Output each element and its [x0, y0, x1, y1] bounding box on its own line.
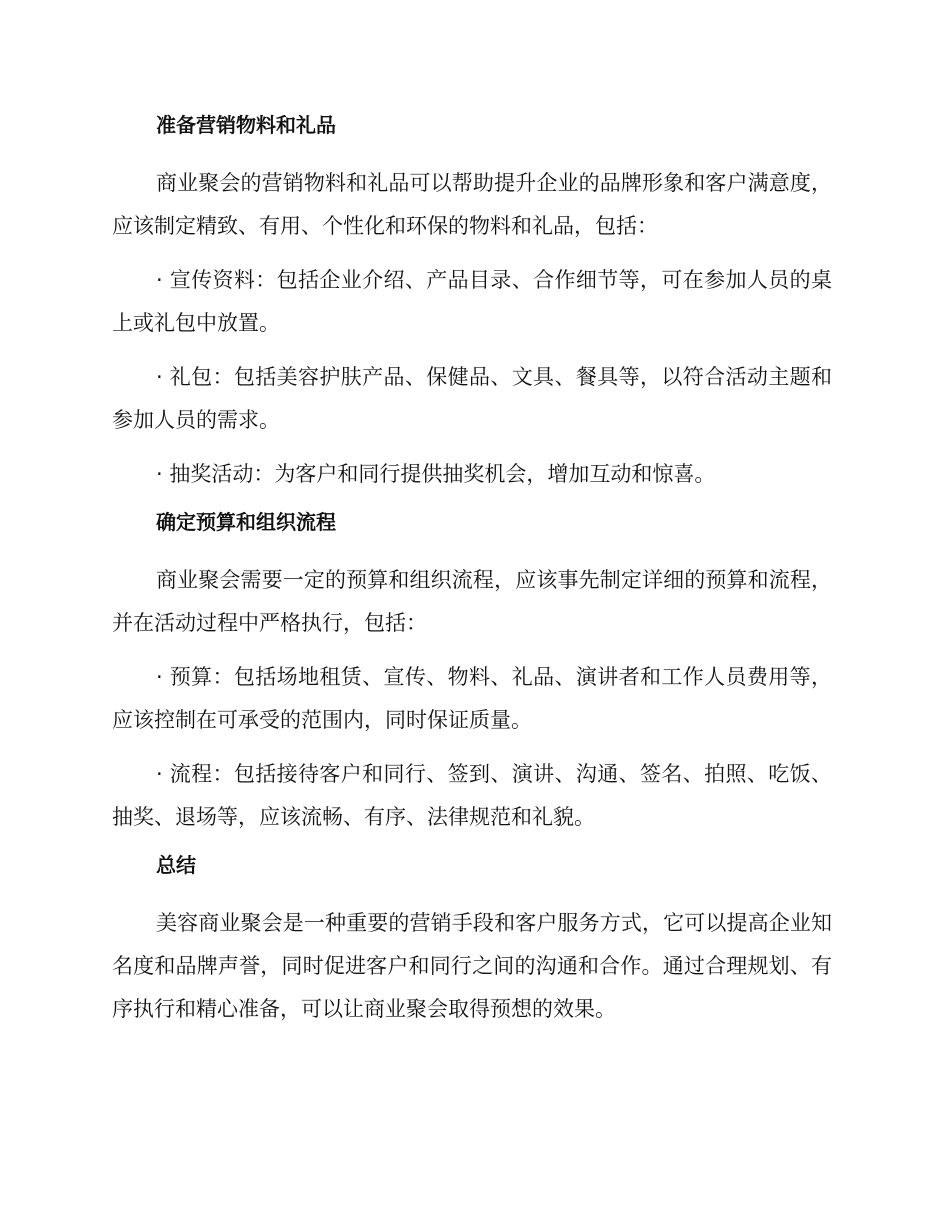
body-paragraph: 商业聚会需要一定的预算和组织流程，应该事先制定详细的预算和流程，并在活动过程中严格执行，包括： — [112, 568, 832, 635]
bullet-paragraph: · 流程：包括接待客户和同行、签到、演讲、沟通、签名、拍照、吃饭、抽奖、退场等，应该流畅、有序、法律规范和礼貌。 — [112, 762, 832, 829]
bullet-paragraph: · 礼包：包括美容护肤产品、保健品、文具、餐具等，以符合活动主题和参加人员的需求。 — [112, 365, 832, 432]
section-heading: 准备营销物料和礼品 — [156, 113, 336, 137]
bullet-paragraph: · 抽奖活动：为客户和同行提供抽奖机会，增加互动和惊喜。 — [156, 462, 716, 486]
document-content — [112, 110, 832, 1042]
section-heading: 确定预算和组织流程 — [156, 510, 336, 534]
bullet-paragraph: · 预算：包括场地租赁、宣传、物料、礼品、演讲者和工作人员费用等，应该控制在可承受的范围内，同时保证质量。 — [112, 665, 832, 732]
section-heading: 总结 — [156, 853, 196, 877]
body-paragraph: 美容商业聚会是一种重要的营销手段和客户服务方式，它可以提高企业知名度和品牌声誉，同时促进客户和同行之间的沟通和合作。通过合理规划、有序执行和精心准备，可以让商业聚会取得预想的效果。 — [112, 911, 832, 1021]
body-paragraph: 商业聚会的营销物料和礼品可以帮助提升企业的品牌形象和客户满意度，应该制定精致、有用、个性化和环保的物料和礼品，包括： — [112, 171, 832, 238]
bullet-paragraph: · 宣传资料：包括企业介绍、产品目录、合作细节等，可在参加人员的桌上或礼包中放置。 — [112, 268, 832, 335]
